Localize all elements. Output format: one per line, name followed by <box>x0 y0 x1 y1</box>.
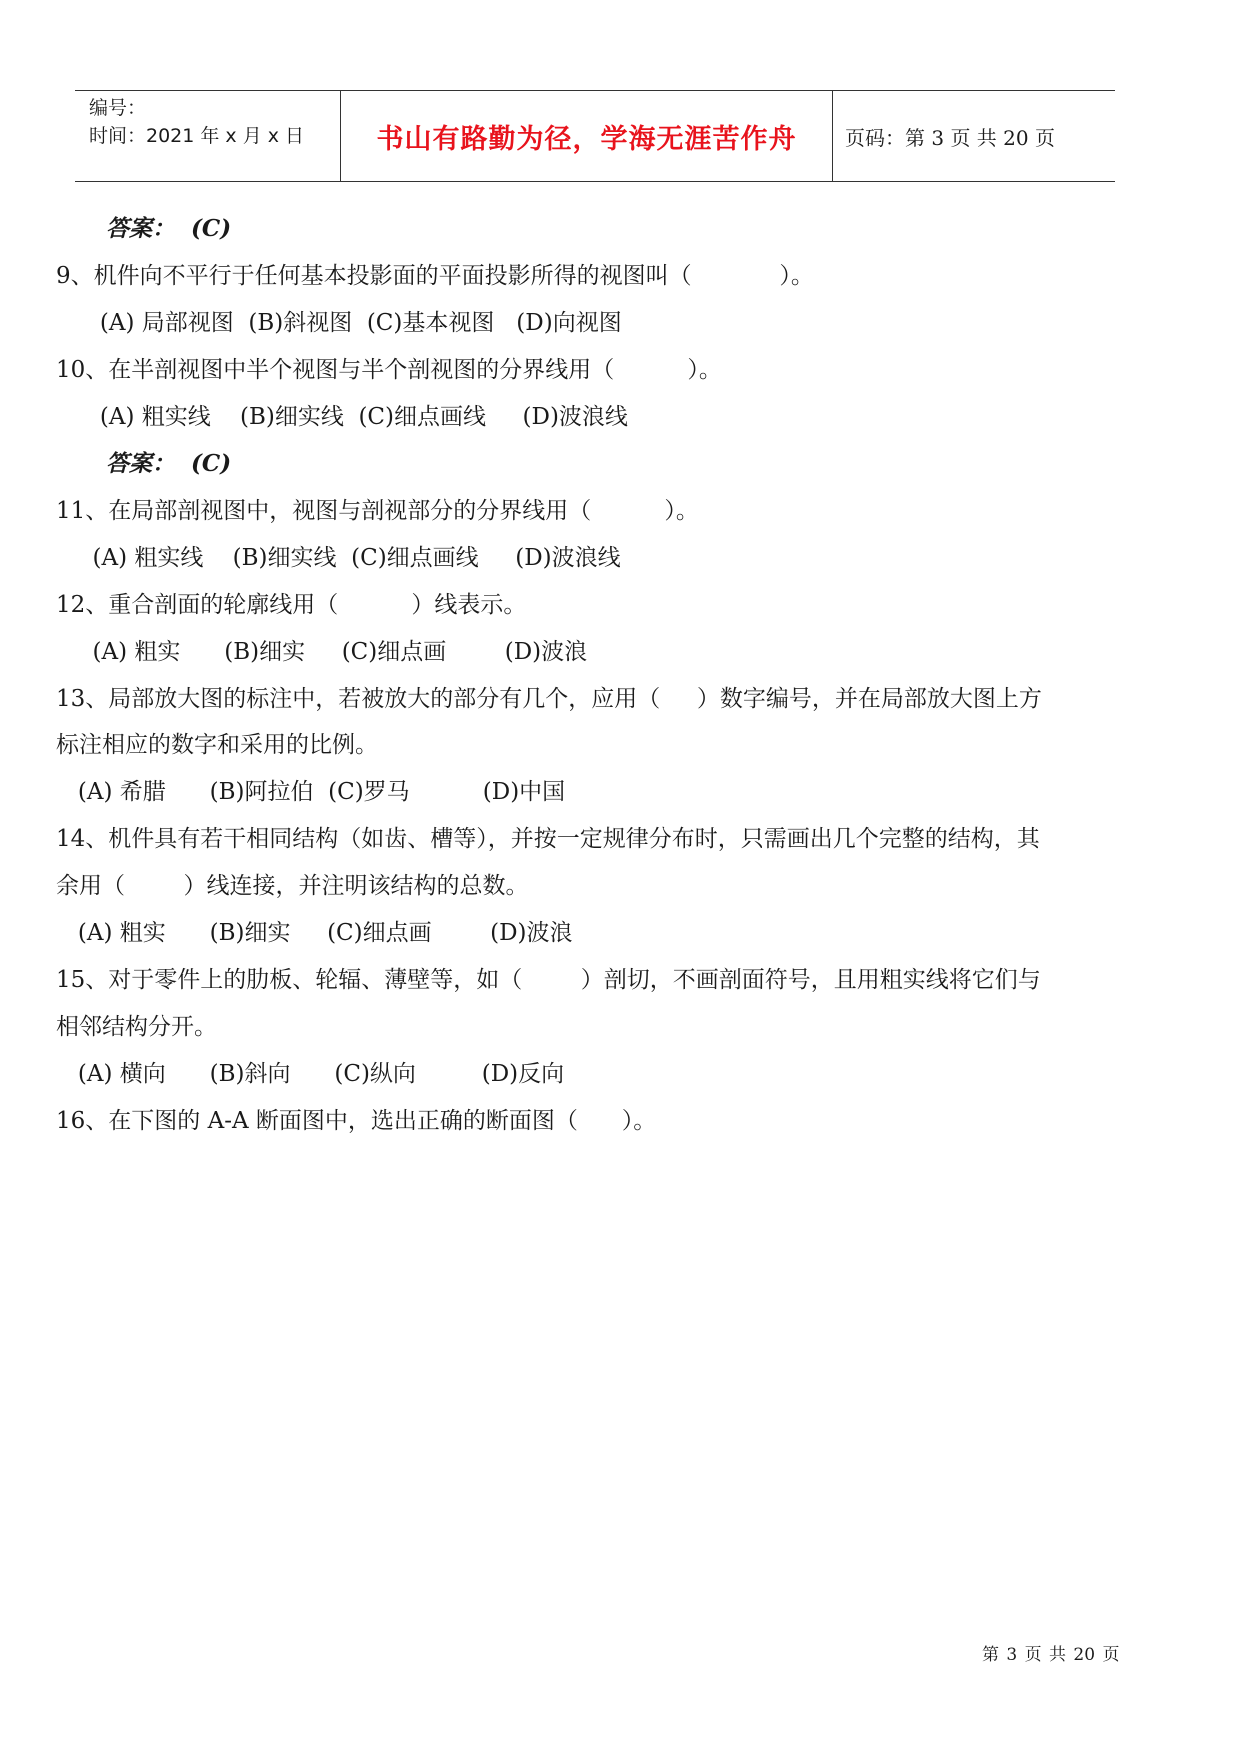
answer-line: 答案： (C) <box>106 450 232 477</box>
question-line: 12、重合剖面的轮廓线用（ ）线表示。 <box>56 592 527 618</box>
time-label: 时间：2021 年 x 月 x 日 <box>89 125 305 147</box>
question-line: (A) 粗实 (B)细实 (C)细点画 (D)波浪 <box>56 639 588 665</box>
question-line: 13、局部放大图的标注中，若被放大的部分有几个，应用（ ）数字编号，并在局部放大图上方 <box>56 686 1042 712</box>
question-line: 余用（ ）线连接，并注明该结构的总数。 <box>56 873 529 899</box>
question-line: (A) 希腊 (B)阿拉伯 (C)罗马 (D)中国 <box>56 779 566 805</box>
question-line: 14、机件具有若干相同结构（如齿、槽等），并按一定规律分布时，只需画出几个完整的结构，其 <box>56 826 1040 852</box>
question-line: 10、在半剖视图中半个视图与半个剖视图的分界线用（ ）。 <box>56 357 722 383</box>
answer-line: 答案： (C) <box>106 215 232 242</box>
number-label: 编号： <box>89 97 147 119</box>
header-meta <box>75 91 340 181</box>
question-line: (A) 粗实线 (B)细实线 (C)细点画线 (D)波浪线 <box>56 404 628 430</box>
question-line: 15、对于零件上的肋板、轮辐、薄壁等，如（ ）剖切，不画剖面符号，且用粗实线将它们与 <box>56 967 1041 993</box>
page-header <box>75 90 1115 182</box>
question-line: 16、在下图的 A-A 断面图中，选出正确的断面图（ ）。 <box>56 1108 657 1134</box>
question-line: 9、机件向不平行于任何基本投影面的平面投影所得的视图叫（ ）。 <box>56 263 814 289</box>
question-line: (A) 粗实 (B)细实 (C)细点画 (D)波浪 <box>56 920 573 946</box>
question-line: 标注相应的数字和采用的比例。 <box>56 732 378 758</box>
header-motto: 书山有路勤为径，学海无涯苦作舟 <box>340 91 833 181</box>
question-line: (A) 横向 (B)斜向 (C)纵向 (D)反向 <box>56 1061 565 1087</box>
question-line: 11、在局部剖视图中，视图与剖视部分的分界线用（ ）。 <box>56 498 699 524</box>
question-line: (A) 局部视图 (B)斜视图 (C)基本视图 (D)向视图 <box>56 310 622 336</box>
header-page-code: 页码：第 3 页 共 20 页 <box>845 125 1055 150</box>
question-line: 相邻结构分开。 <box>56 1014 217 1040</box>
page-footer: 第 3 页 共 20 页 <box>982 1645 1120 1665</box>
question-line: (A) 粗实线 (B)细实线 (C)细点画线 (D)波浪线 <box>56 545 621 571</box>
